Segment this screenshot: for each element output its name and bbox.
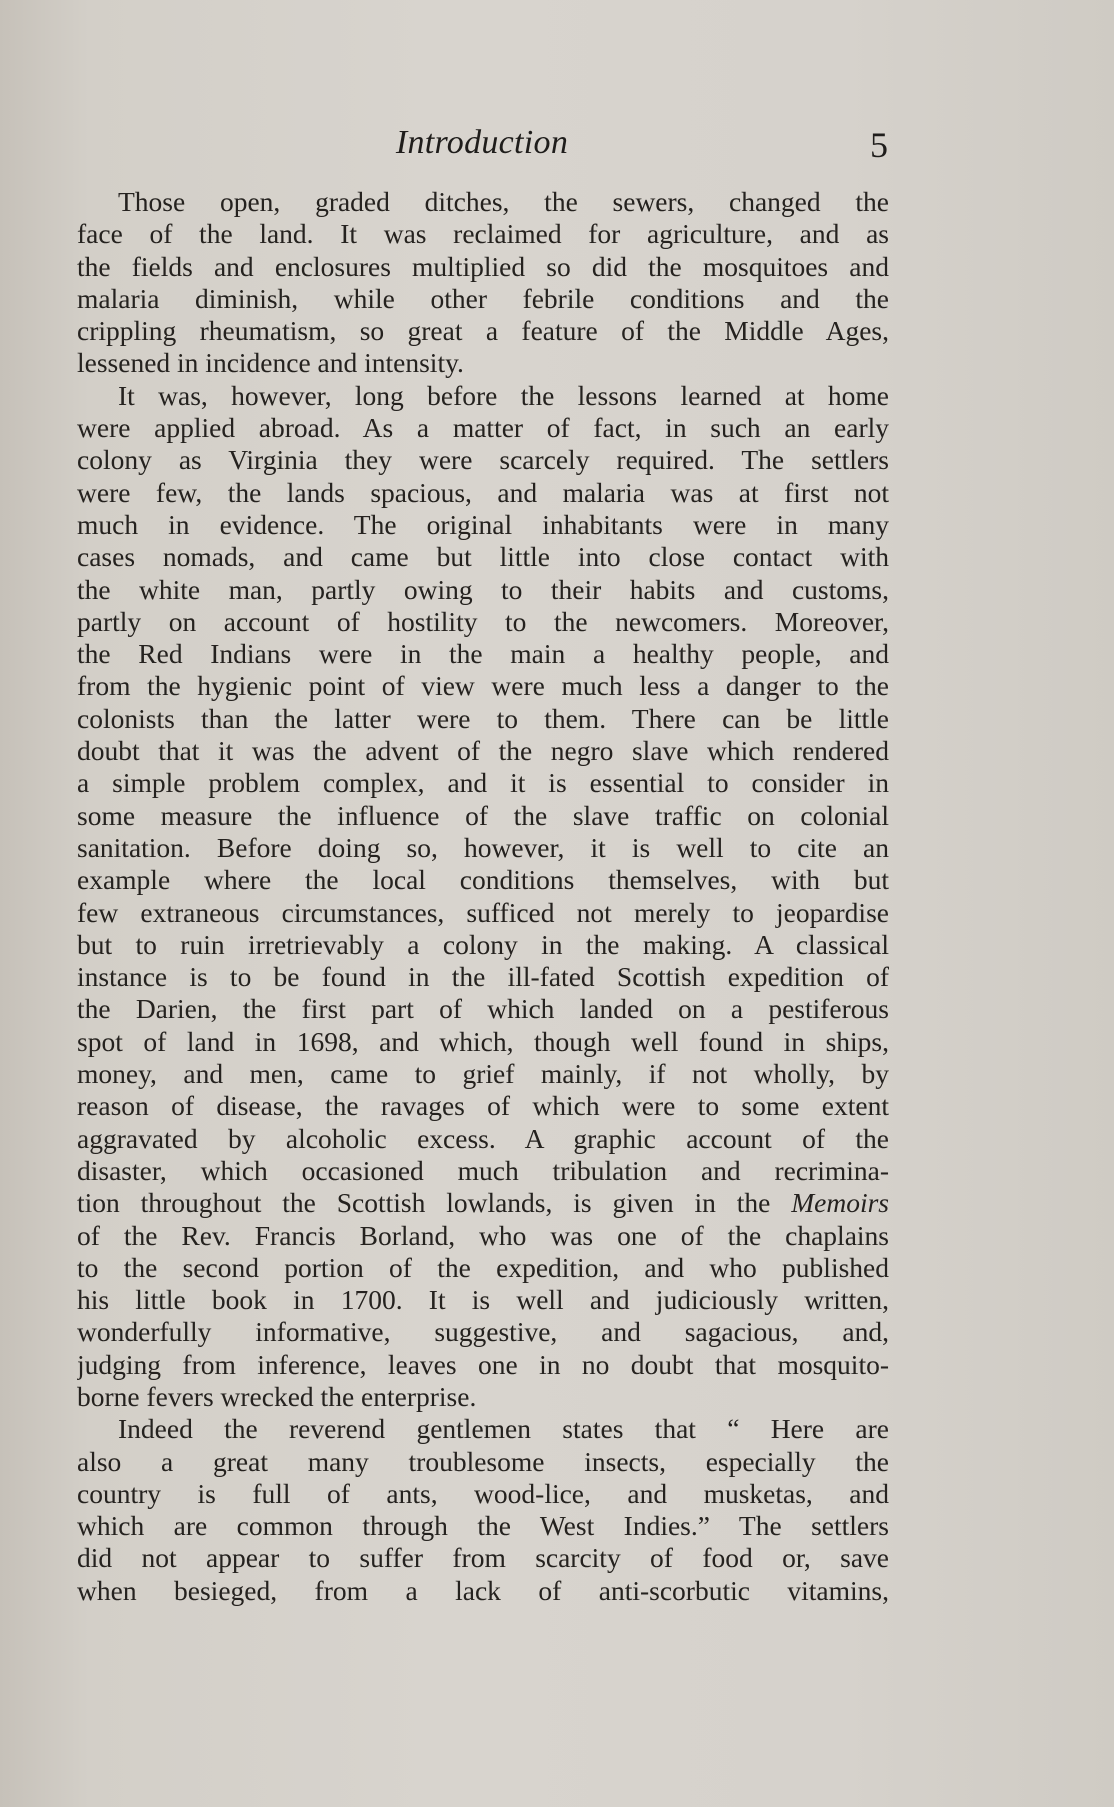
text-line: colony as Virginia they were scarcely required. The settlers bbox=[77, 444, 889, 476]
text-line: country is full of ants, wood-lice, and musketas, and bbox=[77, 1477, 889, 1509]
text-fragment: tion throughout the Scottish lowlands, is given in the bbox=[77, 1187, 771, 1219]
text-line: few extraneous circumstances, sufficed not merely to jeopardise bbox=[77, 896, 889, 928]
paragraph-1 bbox=[77, 186, 889, 380]
text-line: which are common through the West Indies.” The settlers bbox=[77, 1510, 889, 1542]
text-line: malaria diminish, while other febrile conditions and the bbox=[77, 282, 889, 314]
text-line-with-title bbox=[77, 1187, 889, 1219]
text-line: but to ruin irretrievably a colony in the making. A classical bbox=[77, 928, 889, 960]
body-text bbox=[77, 186, 889, 1607]
text-line: spot of land in 1698, and which, though well found in ships, bbox=[77, 1025, 889, 1057]
paragraph-3 bbox=[77, 1413, 889, 1607]
text-line: judging from inference, leaves one in no doubt that mosquito- bbox=[77, 1348, 889, 1380]
text-line: disaster, which occasioned much tribulation and recrimina- bbox=[77, 1154, 889, 1186]
text-line: partly on account of hostility to the newcomers. Moreover, bbox=[77, 605, 889, 637]
text-line: example where the local conditions themselves, with but bbox=[77, 864, 889, 896]
text-line: his little book in 1700. It is well and judiciously written, bbox=[77, 1284, 889, 1316]
text-line: face of the land. It was reclaimed for agriculture, and as bbox=[77, 218, 889, 250]
chapter-title: Introduction bbox=[395, 124, 569, 161]
text-line: were few, the lands spacious, and malaria was at first not bbox=[77, 476, 889, 508]
text-line: a simple problem complex, and it is essential to consider in bbox=[77, 767, 889, 799]
text-line: to the second portion of the expedition, and who published bbox=[77, 1251, 889, 1283]
text-line: cases nomads, and came but little into close contact with bbox=[77, 541, 889, 573]
text-line: It was, however, long before the lessons learned at home bbox=[118, 379, 889, 411]
paragraph-2 bbox=[77, 380, 889, 1414]
text-line: the white man, partly owing to their habits and customs, bbox=[77, 573, 889, 605]
text-line: did not appear to suffer from scarcity of food or, save bbox=[77, 1542, 889, 1574]
text-line: Indeed the reverend gentlemen states that “ Here are bbox=[118, 1413, 889, 1445]
page-number: 5 bbox=[870, 125, 888, 165]
text-line: instance is to be found in the ill-fated Scottish expedition of bbox=[77, 961, 889, 993]
text-line: crippling rheumatism, so great a feature of the Middle Ages, bbox=[77, 315, 889, 347]
text-line: borne fevers wrecked the enterprise. bbox=[77, 1380, 477, 1412]
text-line: doubt that it was the advent of the negro slave which rendered bbox=[77, 735, 889, 767]
text-line: also a great many troublesome insects, especially the bbox=[77, 1445, 889, 1477]
text-line: aggravated by alcoholic excess. A graphic account of the bbox=[77, 1122, 889, 1154]
text-line: wonderfully informative, suggestive, and sagacious, and, bbox=[77, 1316, 889, 1348]
text-line: reason of disease, the ravages of which were to some extent bbox=[77, 1090, 889, 1122]
text-line: from the hygienic point of view were much less a danger to the bbox=[77, 670, 889, 702]
text-line: the Red Indians were in the main a healthy people, and bbox=[77, 638, 889, 670]
text-line: Those open, graded ditches, the sewers, changed the bbox=[118, 186, 889, 217]
running-head bbox=[76, 124, 888, 168]
text-line: of the Rev. Francis Borland, who was one of the chaplains bbox=[77, 1219, 889, 1251]
text-line: much in evidence. The original inhabitants were in many bbox=[77, 508, 889, 540]
text-line: the fields and enclosures multiplied so did the mosquitoes and bbox=[77, 250, 889, 282]
text-line: colonists than the latter were to them. There can be little bbox=[77, 702, 889, 734]
text-line: when besieged, from a lack of anti-scorbutic vitamins, bbox=[77, 1574, 889, 1606]
text-line: were applied abroad. As a matter of fact, in such an early bbox=[77, 412, 889, 444]
text-line: lessened in incidence and intensity. bbox=[77, 347, 464, 379]
book-title-memoirs: Memoirs bbox=[791, 1187, 889, 1219]
text-line: money, and men, came to grief mainly, if not wholly, by bbox=[77, 1058, 889, 1090]
text-line: some measure the influence of the slave traffic on colonial bbox=[77, 799, 889, 831]
text-line: sanitation. Before doing so, however, it is well to cite an bbox=[77, 831, 889, 863]
text-line: the Darien, the first part of which landed on a pestiferous bbox=[77, 993, 889, 1025]
